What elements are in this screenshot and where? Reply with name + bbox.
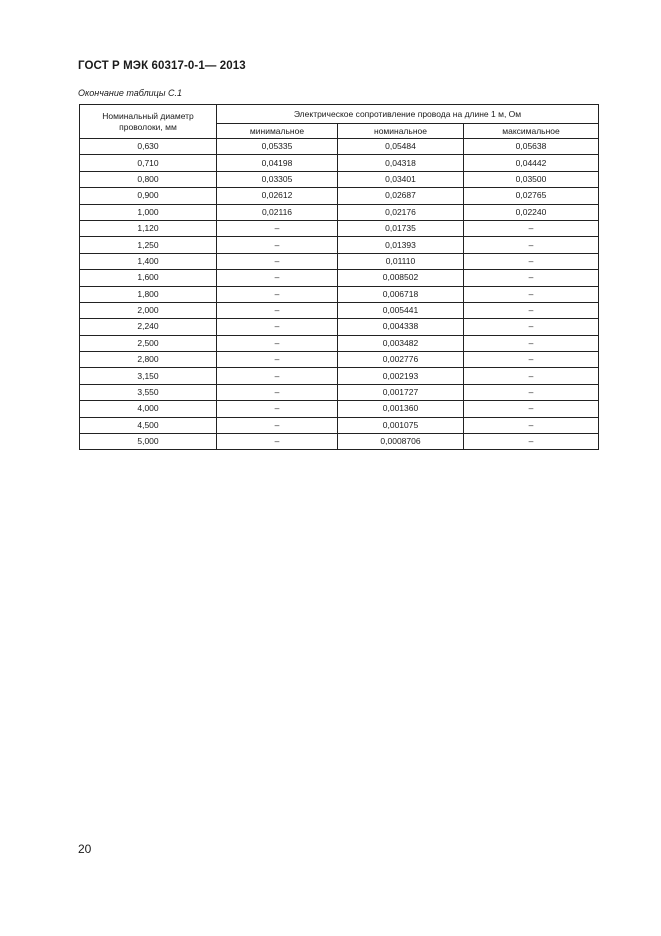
- nominal-resistance-cell: 0,02176: [338, 204, 464, 220]
- min-resistance-cell: 0,02612: [217, 188, 338, 204]
- min-resistance-cell: –: [217, 434, 338, 450]
- table-caption: Окончание таблицы С.1: [78, 88, 182, 98]
- max-resistance-cell: –: [464, 270, 599, 286]
- max-resistance-cell: –: [464, 434, 599, 450]
- table-row: [80, 286, 599, 302]
- diameter-cell: 3,150: [80, 368, 217, 384]
- table-body: [80, 139, 599, 450]
- max-resistance-cell: –: [464, 319, 599, 335]
- nominal-resistance-cell: 0,002776: [338, 352, 464, 368]
- table-header-row: [80, 105, 599, 124]
- table-row: [80, 319, 599, 335]
- min-column-header: минимальное: [217, 124, 338, 139]
- min-resistance-cell: –: [217, 270, 338, 286]
- table-row: [80, 188, 599, 204]
- nominal-resistance-cell: 0,02687: [338, 188, 464, 204]
- max-column-header: максимальное: [464, 124, 599, 139]
- min-resistance-cell: –: [217, 253, 338, 269]
- max-resistance-cell: –: [464, 352, 599, 368]
- min-resistance-cell: 0,02116: [217, 204, 338, 220]
- table-row: [80, 139, 599, 155]
- max-resistance-cell: 0,02765: [464, 188, 599, 204]
- max-resistance-cell: –: [464, 286, 599, 302]
- max-resistance-cell: 0,04442: [464, 155, 599, 171]
- page-number: 20: [78, 842, 92, 856]
- table-row: [80, 417, 599, 433]
- min-resistance-cell: 0,05335: [217, 139, 338, 155]
- nominal-resistance-cell: 0,05484: [338, 139, 464, 155]
- nominal-resistance-cell: 0,04318: [338, 155, 464, 171]
- table-row: [80, 171, 599, 187]
- max-resistance-cell: –: [464, 384, 599, 400]
- diameter-cell: 3,550: [80, 384, 217, 400]
- nominal-resistance-cell: 0,008502: [338, 270, 464, 286]
- nominal-resistance-cell: 0,002193: [338, 368, 464, 384]
- table-row: [80, 237, 599, 253]
- diameter-cell: 1,120: [80, 220, 217, 236]
- diameter-cell: 0,900: [80, 188, 217, 204]
- nominal-resistance-cell: 0,01110: [338, 253, 464, 269]
- table-row: [80, 335, 599, 351]
- max-resistance-cell: –: [464, 401, 599, 417]
- min-resistance-cell: –: [217, 335, 338, 351]
- nominal-resistance-cell: 0,004338: [338, 319, 464, 335]
- min-resistance-cell: –: [217, 286, 338, 302]
- diameter-cell: 2,500: [80, 335, 217, 351]
- nominal-resistance-cell: 0,001360: [338, 401, 464, 417]
- diameter-cell: 1,000: [80, 204, 217, 220]
- min-resistance-cell: 0,04198: [217, 155, 338, 171]
- min-resistance-cell: –: [217, 352, 338, 368]
- max-resistance-cell: –: [464, 302, 599, 318]
- min-resistance-cell: –: [217, 368, 338, 384]
- document-header: ГОСТ Р МЭК 60317-0-1— 2013: [78, 60, 246, 72]
- max-resistance-cell: –: [464, 368, 599, 384]
- max-resistance-cell: 0,05638: [464, 139, 599, 155]
- nominal-resistance-cell: 0,01393: [338, 237, 464, 253]
- diameter-cell: 2,000: [80, 302, 217, 318]
- diameter-cell: 0,800: [80, 171, 217, 187]
- max-resistance-cell: –: [464, 237, 599, 253]
- min-resistance-cell: –: [217, 220, 338, 236]
- nominal-resistance-cell: 0,01735: [338, 220, 464, 236]
- nominal-resistance-cell: 0,006718: [338, 286, 464, 302]
- nominal-resistance-cell: 0,001075: [338, 417, 464, 433]
- diameter-header-line2: проволоки, мм: [119, 121, 177, 132]
- max-resistance-cell: –: [464, 335, 599, 351]
- diameter-cell: 5,000: [80, 434, 217, 450]
- table-row: [80, 368, 599, 384]
- table-row: [80, 302, 599, 318]
- table-row: [80, 253, 599, 269]
- diameter-cell: 4,000: [80, 401, 217, 417]
- min-resistance-cell: –: [217, 417, 338, 433]
- diameter-cell: 1,600: [80, 270, 217, 286]
- min-resistance-cell: –: [217, 237, 338, 253]
- nominal-resistance-cell: 0,001727: [338, 384, 464, 400]
- diameter-header-line1: Номинальный диаметр: [102, 110, 194, 121]
- max-resistance-cell: 0,02240: [464, 204, 599, 220]
- table-row: [80, 384, 599, 400]
- nominal-column-header: номинальное: [338, 124, 464, 139]
- max-resistance-cell: –: [464, 220, 599, 236]
- table-row: [80, 352, 599, 368]
- resistance-group-header: Электрическое сопротивление провода на длине 1 м, Ом: [217, 105, 599, 124]
- table-row: [80, 270, 599, 286]
- nominal-resistance-cell: 0,005441: [338, 302, 464, 318]
- max-resistance-cell: 0,03500: [464, 171, 599, 187]
- diameter-column-header: [80, 105, 217, 139]
- nominal-resistance-cell: 0,03401: [338, 171, 464, 187]
- min-resistance-cell: –: [217, 319, 338, 335]
- diameter-cell: 0,710: [80, 155, 217, 171]
- table-row: [80, 220, 599, 236]
- diameter-cell: 1,400: [80, 253, 217, 269]
- diameter-cell: 0,630: [80, 139, 217, 155]
- diameter-cell: 1,800: [80, 286, 217, 302]
- diameter-cell: 2,800: [80, 352, 217, 368]
- table-row: [80, 204, 599, 220]
- max-resistance-cell: –: [464, 253, 599, 269]
- diameter-cell: 1,250: [80, 237, 217, 253]
- nominal-resistance-cell: 0,003482: [338, 335, 464, 351]
- table-row: [80, 434, 599, 450]
- table-row: [80, 401, 599, 417]
- min-resistance-cell: –: [217, 401, 338, 417]
- min-resistance-cell: 0,03305: [217, 171, 338, 187]
- resistance-table: [79, 104, 599, 450]
- diameter-cell: 2,240: [80, 319, 217, 335]
- max-resistance-cell: –: [464, 417, 599, 433]
- diameter-cell: 4,500: [80, 417, 217, 433]
- nominal-resistance-cell: 0,0008706: [338, 434, 464, 450]
- table-row: [80, 155, 599, 171]
- min-resistance-cell: –: [217, 302, 338, 318]
- min-resistance-cell: –: [217, 384, 338, 400]
